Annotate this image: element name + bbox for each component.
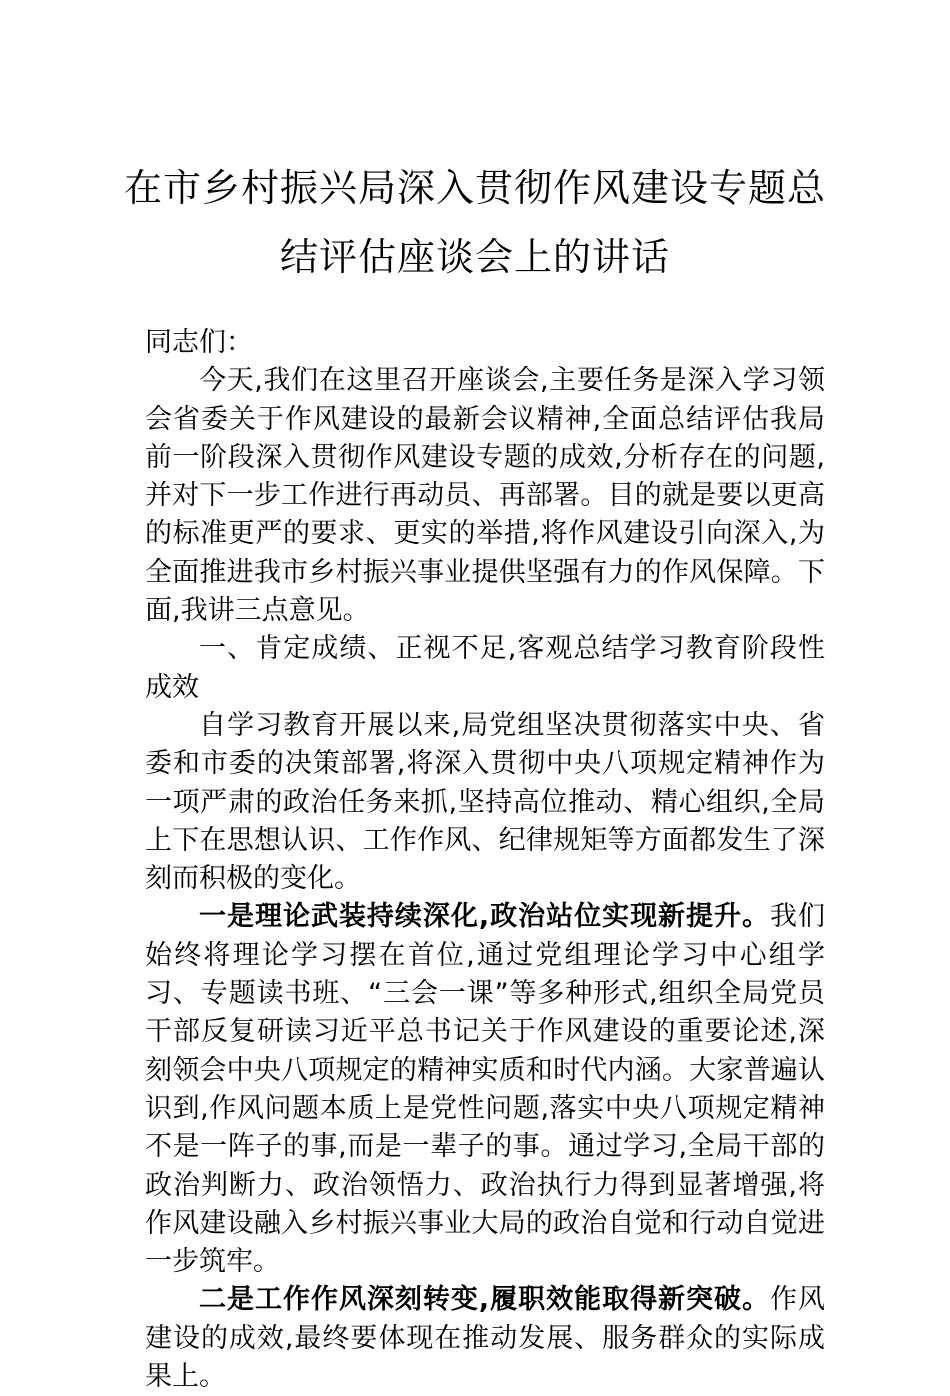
point-2-lead: 二是工作作风深刻转变,履职效能取得新突破。 — [199, 1284, 771, 1316]
point-1-body: 我们始终将理论学习摆在首位,通过党组理论学习中心组学习、专题读书班、“三会一课”等多种形式,组织全局党员干部反复研读习近平总书记关于作风建设的重要论述,深刻领会中央八项规定的精神实质和时代内涵。大家普遍认识到,作风问题本质上是党性问题,落实中央八项规定精神不是一阵子的事,而是一辈子的事。通过学习,全局干部的政治判断力、政治领悟力、政治执行力得到显著增强,将作风建设融入乡村振兴事业大局的政治自觉和行动自觉进一步筑牢。 — [145, 901, 826, 1278]
document-title-line-1: 在市乡村振兴局深入贯彻作风建设专题总 — [123, 166, 826, 210]
point-2-body: 作风建设的成效,最终要体现在推动发展、服务群众的实际成果上。 — [145, 1284, 826, 1393]
paragraph-point-2 — [145, 1281, 825, 1396]
section-heading-1: 一、肯定成绩、正视不足,客观总结学习教育阶段性成效 — [145, 633, 825, 703]
document-body — [145, 324, 825, 1396]
paragraph-intro: 今天,我们在这里召开座谈会,主要任务是深入学习领会省委关于作风建设的最新会议精神,全面总结评估我局前一阶段深入贯彻作风建设专题的成效,分析存在的问题,并对下一步工作进行再动员、再部署。目的就是要以更高的标准更严的要求、更实的举措,将作风建设引向深入,为全面推进我市乡村振兴事业提供坚强有力的作风保障。下面,我讲三点意见。 — [145, 365, 825, 627]
point-1-lead: 一是理论武装持续深化,政治站位实现新提升。 — [199, 901, 771, 933]
document-title-line-2: 结评估座谈会上的讲话 — [279, 235, 670, 279]
paragraph-overview: 自学习教育开展以来,局党组坚决贯彻落实中央、省委和市委的决策部署,将深入贯彻中央八项规定精神作为一项严肃的政治任务来抓,坚持高位推动、精心组织,全局上下在思想认识、工作作风、纪律规矩等方面都发生了深刻而积极的变化。 — [145, 709, 825, 895]
salutation: 同志们： — [145, 327, 253, 358]
paragraph-point-1 — [145, 898, 825, 1281]
